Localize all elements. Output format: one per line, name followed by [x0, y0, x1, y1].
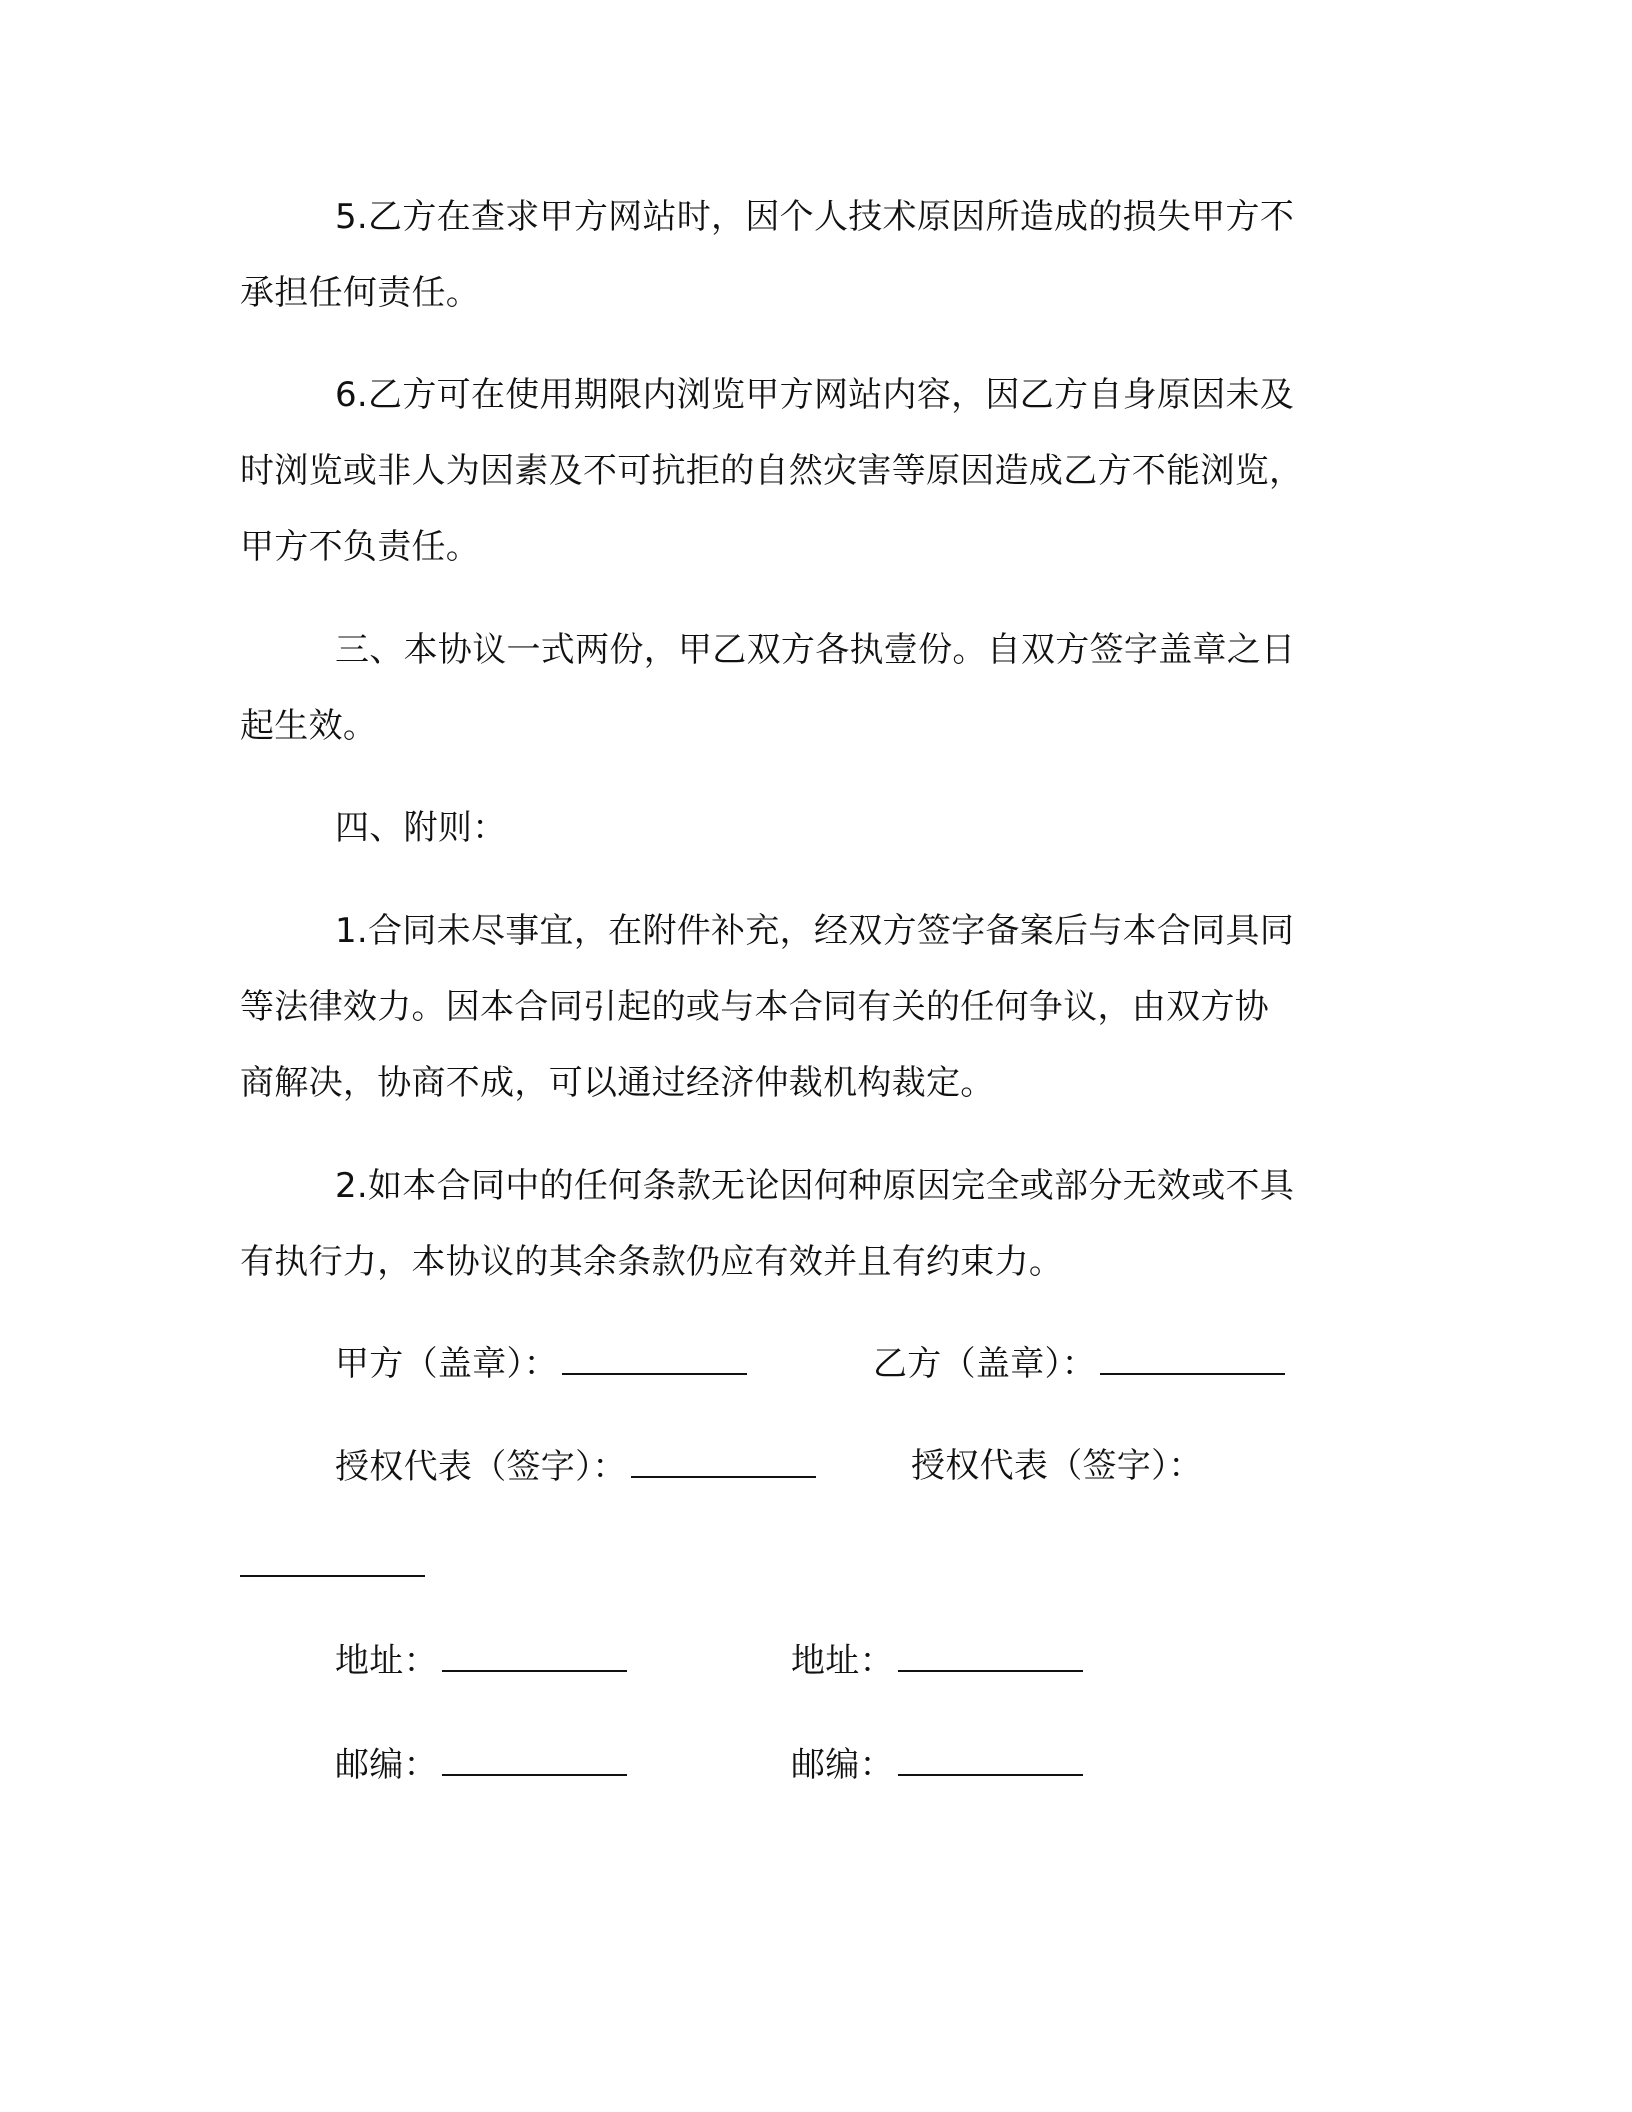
rep-a-label: 授权代表（签字）： — [335, 1447, 627, 1487]
postcode-a-blank[interactable] — [442, 1744, 627, 1776]
party-b-seal-row — [873, 1343, 1285, 1384]
address-b-blank[interactable] — [898, 1640, 1083, 1672]
rep-b-blank[interactable] — [240, 1541, 425, 1577]
article-1-line-2: 等法律效力。因本合同引起的或与本合同有关的任何争议，由双方协 — [240, 987, 1269, 1027]
address-a-row — [335, 1640, 627, 1681]
section-3-line-1: 三、本协议一式两份，甲乙双方各执壹份。自双方签字盖章之日 — [335, 630, 1296, 670]
clause-6-line-2: 时浏览或非人为因素及不可抗拒的自然灾害等原因造成乙方不能浏览， — [240, 451, 1304, 491]
postcode-b-blank[interactable] — [898, 1744, 1083, 1776]
address-a-label: 地址： — [335, 1641, 438, 1681]
address-b-label: 地址： — [791, 1641, 894, 1681]
rep-b-label: 授权代表（签字）： — [911, 1446, 1203, 1486]
section-3-line-2: 起生效。 — [240, 706, 378, 746]
address-b-row — [791, 1640, 1083, 1681]
clause-5-line-1: 5.乙方在查求甲方网站时，因个人技术原因所造成的损失甲方不 — [335, 197, 1295, 237]
postcode-b-row — [791, 1744, 1083, 1785]
article-2-line-2: 有执行力，本协议的其余条款仍应有效并且有约束力。 — [240, 1242, 1064, 1282]
rep-a-blank[interactable] — [631, 1446, 816, 1478]
postcode-b-label: 邮编： — [791, 1745, 894, 1785]
clause-6-line-3: 甲方不负责任。 — [240, 527, 481, 567]
postcode-a-label: 邮编： — [335, 1745, 438, 1785]
postcode-a-row — [335, 1744, 627, 1785]
clause-6-line-1: 6.乙方可在使用期限内浏览甲方网站内容，因乙方自身原因未及 — [335, 375, 1295, 415]
rep-a-row — [335, 1446, 816, 1487]
section-4-heading: 四、附则： — [335, 808, 507, 848]
party-a-seal-blank[interactable] — [562, 1343, 747, 1375]
party-b-seal-label: 乙方（盖章）： — [873, 1344, 1097, 1384]
clause-5-line-2: 承担任何责任。 — [240, 273, 481, 313]
party-a-seal-label: 甲方（盖章）： — [335, 1344, 559, 1384]
party-b-seal-blank[interactable] — [1100, 1343, 1285, 1375]
address-a-blank[interactable] — [442, 1640, 627, 1672]
article-1-line-3: 商解决，协商不成，可以通过经济仲裁机构裁定。 — [240, 1063, 995, 1103]
party-a-seal-row — [335, 1343, 747, 1384]
article-2-line-1: 2.如本合同中的任何条款无论因何种原因完全或部分无效或不具 — [335, 1166, 1295, 1206]
article-1-line-1: 1.合同未尽事宜，在附件补充，经双方签字备案后与本合同具同 — [335, 911, 1295, 951]
